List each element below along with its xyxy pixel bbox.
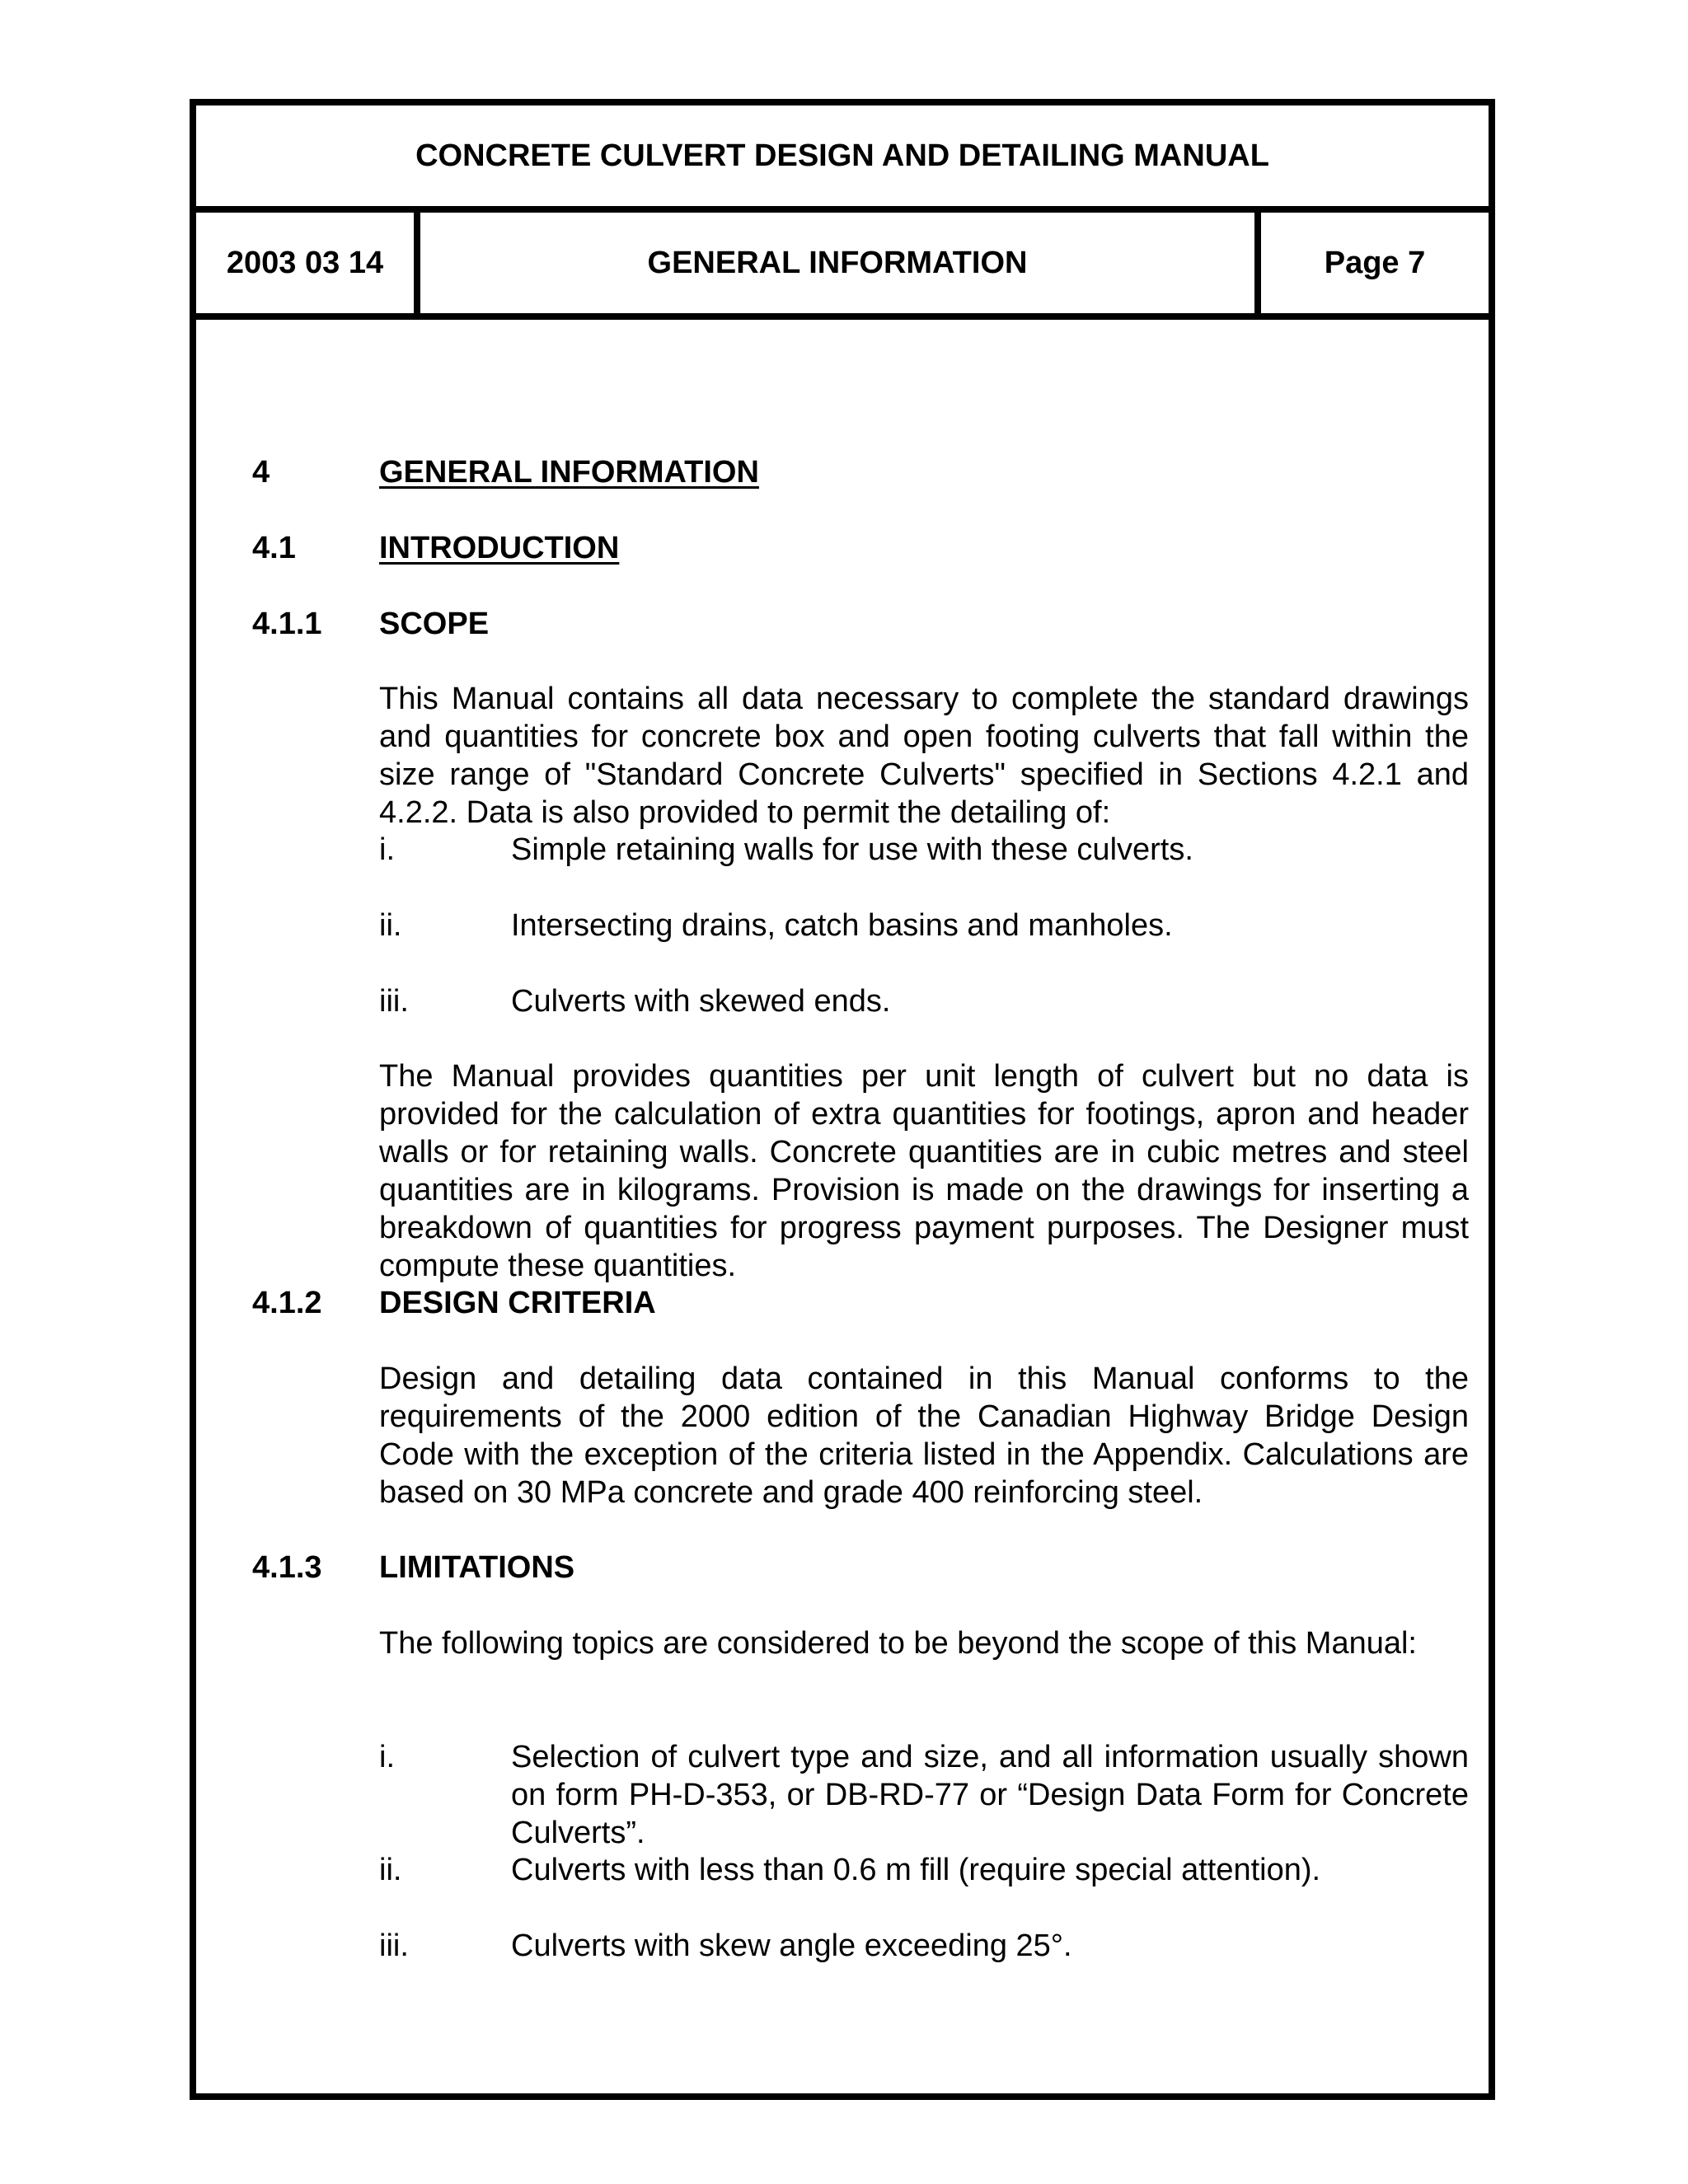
list-item-text: Simple retaining walls for use with these culverts. (511, 832, 1193, 867)
section-number: 4.1 (252, 531, 296, 565)
header-row (196, 213, 1489, 320)
list-item-text: Culverts with skewed ends. (511, 984, 891, 1019)
list-item-number: i. (379, 832, 395, 867)
subsection-number: 4.1.1 (252, 607, 322, 641)
list-item-number: ii. (379, 1853, 402, 1887)
list-item-number: i. (379, 1740, 395, 1774)
scope-paragraph: This Manual contains all data necessary to complete the standard drawings and quantities for concrete box and open footing culverts that fall within the size range of "Standard Concrete Culverts" specified in Sections 4.2.1 and 4.2.2. Data is also provided to permit the detailing of: (379, 682, 1469, 830)
section-title: GENERAL INFORMATION (379, 455, 759, 490)
subsection-title: LIMITATIONS (379, 1550, 575, 1585)
list-item-text: Culverts with skew angle exceeding 25°. (511, 1929, 1072, 1963)
design-criteria-paragraph: Design and detailing data contained in this Manual conforms to the requirements of the 2000 edition of the Canadian Highway Bridge Design Code with the exception of the criteria listed in the Appendix. Calculations are based on 30 MPa concrete and grade 400 reinforcing steel. (379, 1361, 1469, 1510)
list-item-number: iii. (379, 984, 409, 1019)
header-page-number: Page 7 (1324, 245, 1426, 280)
limitations-paragraph: The following topics are considered to be beyond the scope of this Manual: (379, 1626, 1417, 1661)
page-frame (190, 99, 1495, 2100)
quantities-paragraph: The Manual provides quantities per unit length of culvert but no data is provided for the calculation of extra quantities for footings, apron and header walls or for retaining walls. Concrete quantities are in cubic metres and steel quantities are in kilograms. Provision is made on the drawings for inserting a breakdown of quantities for progress payment purposes. The Designer must compute these quantities. (379, 1059, 1469, 1283)
subsection-number: 4.1.2 (252, 1286, 322, 1320)
header-date: 2003 03 14 (196, 213, 420, 313)
section-number: 4 (252, 455, 270, 490)
list-item-text: Intersecting drains, catch basins and manholes. (511, 908, 1173, 943)
list-item-text: Culverts with less than 0.6 m fill (require special attention). (511, 1853, 1321, 1887)
manual-title: CONCRETE CULVERT DESIGN AND DETAILING MANUAL (196, 105, 1489, 213)
subsection-title: DESIGN CRITERIA (379, 1286, 656, 1320)
subsection-number: 4.1.3 (252, 1550, 322, 1585)
list-item-number: ii. (379, 908, 402, 943)
list-item-text: Selection of culvert type and size, and all information usually shown on form PH-D-353, or DB-RD-77 or “Design Data Form for Concrete Culverts”. (511, 1740, 1469, 1850)
header-section: GENERAL INFORMATION (420, 213, 1261, 313)
list-item-number: iii. (379, 1929, 409, 1963)
subsection-title: SCOPE (379, 607, 490, 641)
section-title: INTRODUCTION (379, 531, 620, 565)
